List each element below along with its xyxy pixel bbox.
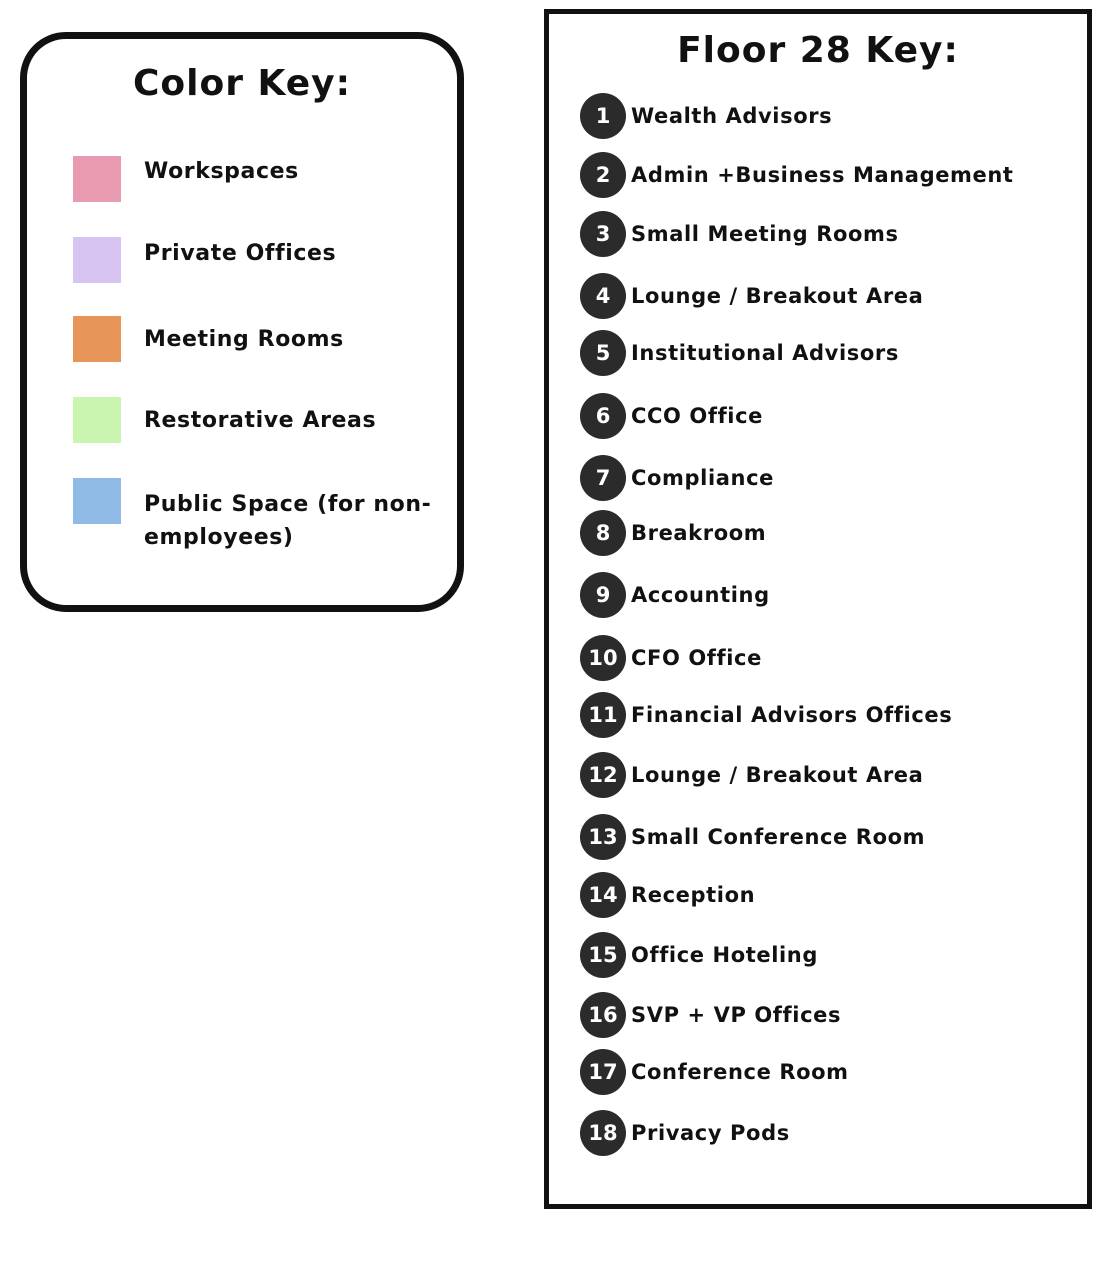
floor-key-label: CFO Office <box>631 646 762 670</box>
floor-key-item <box>549 872 1087 918</box>
floor-key-item <box>549 510 1087 556</box>
floor-key-panel <box>544 9 1092 1209</box>
floor-key-item <box>549 692 1087 738</box>
floor-key-label: SVP + VP Offices <box>631 1003 842 1027</box>
floor-key-item <box>549 1049 1087 1095</box>
floor-key-label: Accounting <box>631 583 770 607</box>
floor-key-item <box>549 455 1087 501</box>
floor-key-item <box>549 814 1087 860</box>
floor-key-item <box>549 752 1087 798</box>
floor-key-label: Privacy Pods <box>631 1121 790 1145</box>
floor-key-item <box>549 572 1087 618</box>
floor-key-item <box>549 330 1087 376</box>
number-badge: 16 <box>580 992 626 1038</box>
number-badge: 7 <box>580 455 626 501</box>
number-badge: 3 <box>580 211 626 257</box>
color-swatch <box>73 397 121 443</box>
floor-key-item <box>549 273 1087 319</box>
floor-key-label: Lounge / Breakout Area <box>631 763 924 787</box>
floor-key-item <box>549 932 1087 978</box>
floor-key-item <box>549 211 1087 257</box>
number-badge: 9 <box>580 572 626 618</box>
floor-key-item <box>549 635 1087 681</box>
number-badge: 15 <box>580 932 626 978</box>
color-key-title: Color Key: <box>132 63 352 104</box>
number-badge: 1 <box>580 93 626 139</box>
floor-key-label: Financial Advisors Offices <box>631 703 953 727</box>
color-key-label: Meeting Rooms <box>144 327 344 352</box>
number-badge: 12 <box>580 752 626 798</box>
floor-key-label: Institutional Advisors <box>631 341 899 365</box>
floor-key-label: Office Hoteling <box>631 943 818 967</box>
color-swatch <box>73 478 121 524</box>
floor-key-label: Compliance <box>631 466 774 490</box>
floor-key-item <box>549 152 1087 198</box>
number-badge: 14 <box>580 872 626 918</box>
floor-key-label: Breakroom <box>631 521 767 545</box>
number-badge: 8 <box>580 510 626 556</box>
floor-key-title: Floor 28 Key: <box>677 30 959 71</box>
number-badge: 17 <box>580 1049 626 1095</box>
number-badge: 2 <box>580 152 626 198</box>
color-key-label: Private Offices <box>144 241 337 266</box>
floor-key-item <box>549 992 1087 1038</box>
floor-key-label: Reception <box>631 883 756 907</box>
floor-key-item <box>549 1110 1087 1156</box>
floor-key-label: Small Meeting Rooms <box>631 222 899 246</box>
color-key-panel <box>20 32 464 612</box>
color-key-label: Restorative Areas <box>144 408 377 433</box>
floor-key-item <box>549 93 1087 139</box>
number-badge: 11 <box>580 692 626 738</box>
number-badge: 18 <box>580 1110 626 1156</box>
color-key-label: Public Space (for non-employees) <box>144 492 432 550</box>
number-badge: 5 <box>580 330 626 376</box>
floor-key-label: Conference Room <box>631 1060 849 1084</box>
color-swatch <box>73 237 121 283</box>
color-key-label: Workspaces <box>144 159 299 184</box>
number-badge: 4 <box>580 273 626 319</box>
floor-key-label: Lounge / Breakout Area <box>631 284 924 308</box>
color-swatch <box>73 156 121 202</box>
number-badge: 13 <box>580 814 626 860</box>
color-swatch <box>73 316 121 362</box>
number-badge: 10 <box>580 635 626 681</box>
floor-key-label: Admin +Business Management <box>631 163 1014 187</box>
floor-key-label: Small Conference Room <box>631 825 926 849</box>
number-badge: 6 <box>580 393 626 439</box>
floor-key-label: Wealth Advisors <box>631 104 833 128</box>
floor-key-label: CCO Office <box>631 404 763 428</box>
floor-key-item <box>549 393 1087 439</box>
